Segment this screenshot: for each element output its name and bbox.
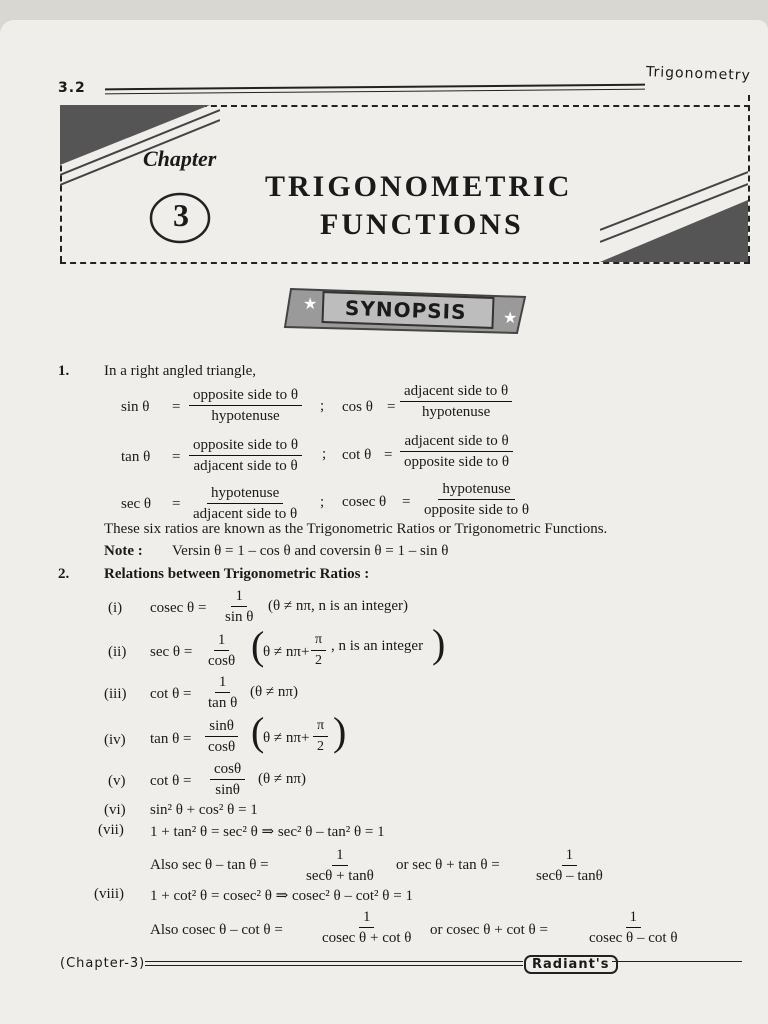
- relation-viii-also: Also cosec θ – cot θ =: [150, 922, 283, 938]
- numerator: opposite side to θ: [189, 386, 302, 406]
- semicolon: ;: [320, 398, 325, 414]
- numerator: 1: [214, 631, 230, 651]
- banner-corner-decoration-right: [600, 170, 748, 262]
- numerator: adjacent side to θ: [400, 432, 512, 452]
- relation-vii-text: 1 + tan² θ = sec² θ ⇒ sec² θ – tan² θ = 1: [150, 824, 385, 840]
- numerator: opposite side to θ: [189, 436, 302, 456]
- relation-vii-label: (vii): [98, 822, 124, 838]
- publisher-badge: Radiant's: [524, 955, 618, 974]
- relation-vii-fraction-2: [532, 846, 607, 885]
- relation-iv-fraction: [204, 717, 239, 756]
- relation-v-fraction: [210, 760, 245, 799]
- numerator: 1: [359, 908, 375, 928]
- banner-bottom-border: [60, 262, 750, 264]
- relation-viii-fraction-1: [318, 908, 415, 947]
- section-1-number: 1.: [58, 363, 70, 379]
- relation-v-lhs: cot θ =: [150, 773, 192, 789]
- relation-ii-integer-note: , n is an integer: [331, 638, 424, 654]
- numerator: sinθ: [205, 717, 238, 737]
- cot-ratio: [400, 432, 513, 471]
- equals: =: [402, 494, 411, 510]
- relation-ii-label: (ii): [108, 644, 127, 660]
- relation-iii-fraction: [204, 673, 241, 712]
- left-paren: (: [251, 623, 265, 668]
- footer-rule-right: [612, 961, 742, 962]
- svg-text:★: ★: [303, 294, 318, 313]
- relation-i-condition: (θ ≠ nπ, n is an integer): [268, 598, 409, 614]
- relation-iv-lhs: tan θ =: [150, 731, 192, 747]
- right-paren: ): [432, 621, 446, 666]
- section-2-heading: Relations between Trigonometric Ratios :: [104, 566, 370, 582]
- numerator: cosθ: [210, 760, 245, 780]
- denominator: adjacent side to θ: [193, 458, 298, 474]
- relation-iii-lhs: cot θ =: [150, 686, 192, 702]
- relation-viii-fraction-2: [585, 908, 682, 947]
- sec-ratio: [189, 484, 301, 523]
- equals: =: [172, 449, 181, 465]
- relation-vi-label: (vi): [104, 802, 126, 818]
- sin-ratio: [189, 386, 302, 425]
- note-label: Note :: [104, 543, 143, 559]
- numerator: 1: [562, 846, 578, 866]
- numerator: π: [313, 717, 328, 737]
- sin-lhs: sin θ: [121, 399, 150, 415]
- numerator: 1: [215, 673, 231, 693]
- denominator: cosθ: [208, 739, 236, 755]
- numerator: π: [311, 631, 326, 651]
- page-number: 3.2: [58, 80, 86, 96]
- relation-viii-label: (viii): [94, 886, 124, 902]
- cosec-ratio: [420, 480, 533, 519]
- section-1-intro: In a right angled triangle,: [104, 363, 257, 379]
- denominator: adjacent side to θ: [193, 506, 298, 522]
- pi-over-2: [311, 631, 326, 670]
- cot-lhs: cot θ: [342, 447, 372, 463]
- cos-ratio: [400, 382, 512, 421]
- chapter-title-line2: FUNCTIONS: [320, 208, 524, 241]
- denominator: secθ – tanθ: [536, 868, 603, 884]
- numerator: 1: [626, 908, 642, 928]
- equals: =: [172, 496, 181, 512]
- synopsis-label: SYNOPSIS: [344, 295, 467, 325]
- relation-vii-or: or sec θ + tan θ =: [396, 857, 500, 873]
- relation-iv-condition: θ ≠ nπ+: [263, 730, 310, 746]
- relation-iv-label: (iv): [104, 732, 126, 748]
- svg-text:★: ★: [503, 308, 518, 327]
- chapter-number: 3: [173, 197, 189, 233]
- numerator: hypotenuse: [438, 480, 514, 500]
- relation-vii-also: Also sec θ – tan θ =: [150, 857, 269, 873]
- footer-rule-lower: [145, 965, 523, 966]
- numerator: hypotenuse: [207, 484, 283, 504]
- note-text: Versin θ = 1 – cos θ and coversin θ = 1 – sin θ: [172, 543, 449, 559]
- numerator: 1: [231, 587, 247, 607]
- denominator: cosec θ – cot θ: [589, 930, 678, 946]
- footer-rule: [145, 961, 523, 962]
- relation-viii-or: or cosec θ + cot θ =: [430, 922, 548, 938]
- denominator: opposite side to θ: [424, 502, 530, 518]
- relation-i-label: (i): [108, 600, 123, 616]
- equals: =: [387, 399, 396, 415]
- ratios-summary: These six ratios are known as the Trigonometric Ratios or Trigonometric Functions.: [104, 521, 608, 537]
- relation-viii-text: 1 + cot² θ = cosec² θ ⇒ cosec² θ – cot² θ = 1: [150, 888, 413, 904]
- right-paren: ): [333, 709, 347, 754]
- relation-vii-fraction-1: [302, 846, 378, 885]
- relation-i-lhs: cosec θ =: [150, 600, 207, 616]
- tan-lhs: tan θ: [121, 449, 151, 465]
- denominator: secθ + tanθ: [306, 868, 374, 884]
- denominator: tan θ: [208, 695, 238, 711]
- running-title: Trigonometry: [645, 64, 752, 84]
- relation-v-label: (v): [108, 773, 126, 789]
- denominator: cosec θ + cot θ: [322, 930, 412, 946]
- numerator: 1: [332, 846, 348, 866]
- relation-ii-fraction: [204, 631, 239, 670]
- relation-iii-condition: (θ ≠ nπ): [250, 684, 298, 700]
- numerator: adjacent side to θ: [400, 382, 512, 402]
- denominator: hypotenuse: [421, 404, 491, 420]
- pi-over-2: [313, 717, 328, 756]
- semicolon: ;: [322, 446, 327, 462]
- relation-ii-lhs: sec θ =: [150, 644, 193, 660]
- banner-right-border: [748, 95, 750, 262]
- footer-chapter-tag: (Chapter-3): [60, 956, 146, 971]
- relation-iii-label: (iii): [104, 686, 127, 702]
- denominator: 2: [317, 739, 325, 754]
- semicolon: ;: [320, 494, 325, 510]
- cosec-lhs: cosec θ: [342, 494, 387, 510]
- relation-ii-condition: θ ≠ nπ+: [263, 644, 310, 660]
- sec-lhs: sec θ: [121, 496, 152, 512]
- relation-i-fraction: [221, 587, 257, 626]
- tan-ratio: [189, 436, 302, 475]
- left-paren: (: [251, 709, 265, 754]
- equals: =: [384, 447, 393, 463]
- section-2-number: 2.: [58, 566, 70, 582]
- chapter-title-line1: TRIGONOMETRIC: [265, 170, 573, 203]
- cos-lhs: cos θ: [342, 399, 373, 415]
- denominator: hypotenuse: [211, 408, 280, 424]
- denominator: cosθ: [208, 653, 236, 669]
- denominator: sinθ: [215, 782, 240, 798]
- chapter-label: Chapter: [143, 146, 217, 171]
- relation-v-condition: (θ ≠ nπ): [258, 771, 306, 787]
- relation-vi-text: sin² θ + cos² θ = 1: [150, 802, 258, 818]
- denominator: 2: [315, 653, 323, 668]
- equals: =: [172, 399, 181, 415]
- denominator: sin θ: [225, 609, 254, 625]
- denominator: opposite side to θ: [404, 454, 510, 470]
